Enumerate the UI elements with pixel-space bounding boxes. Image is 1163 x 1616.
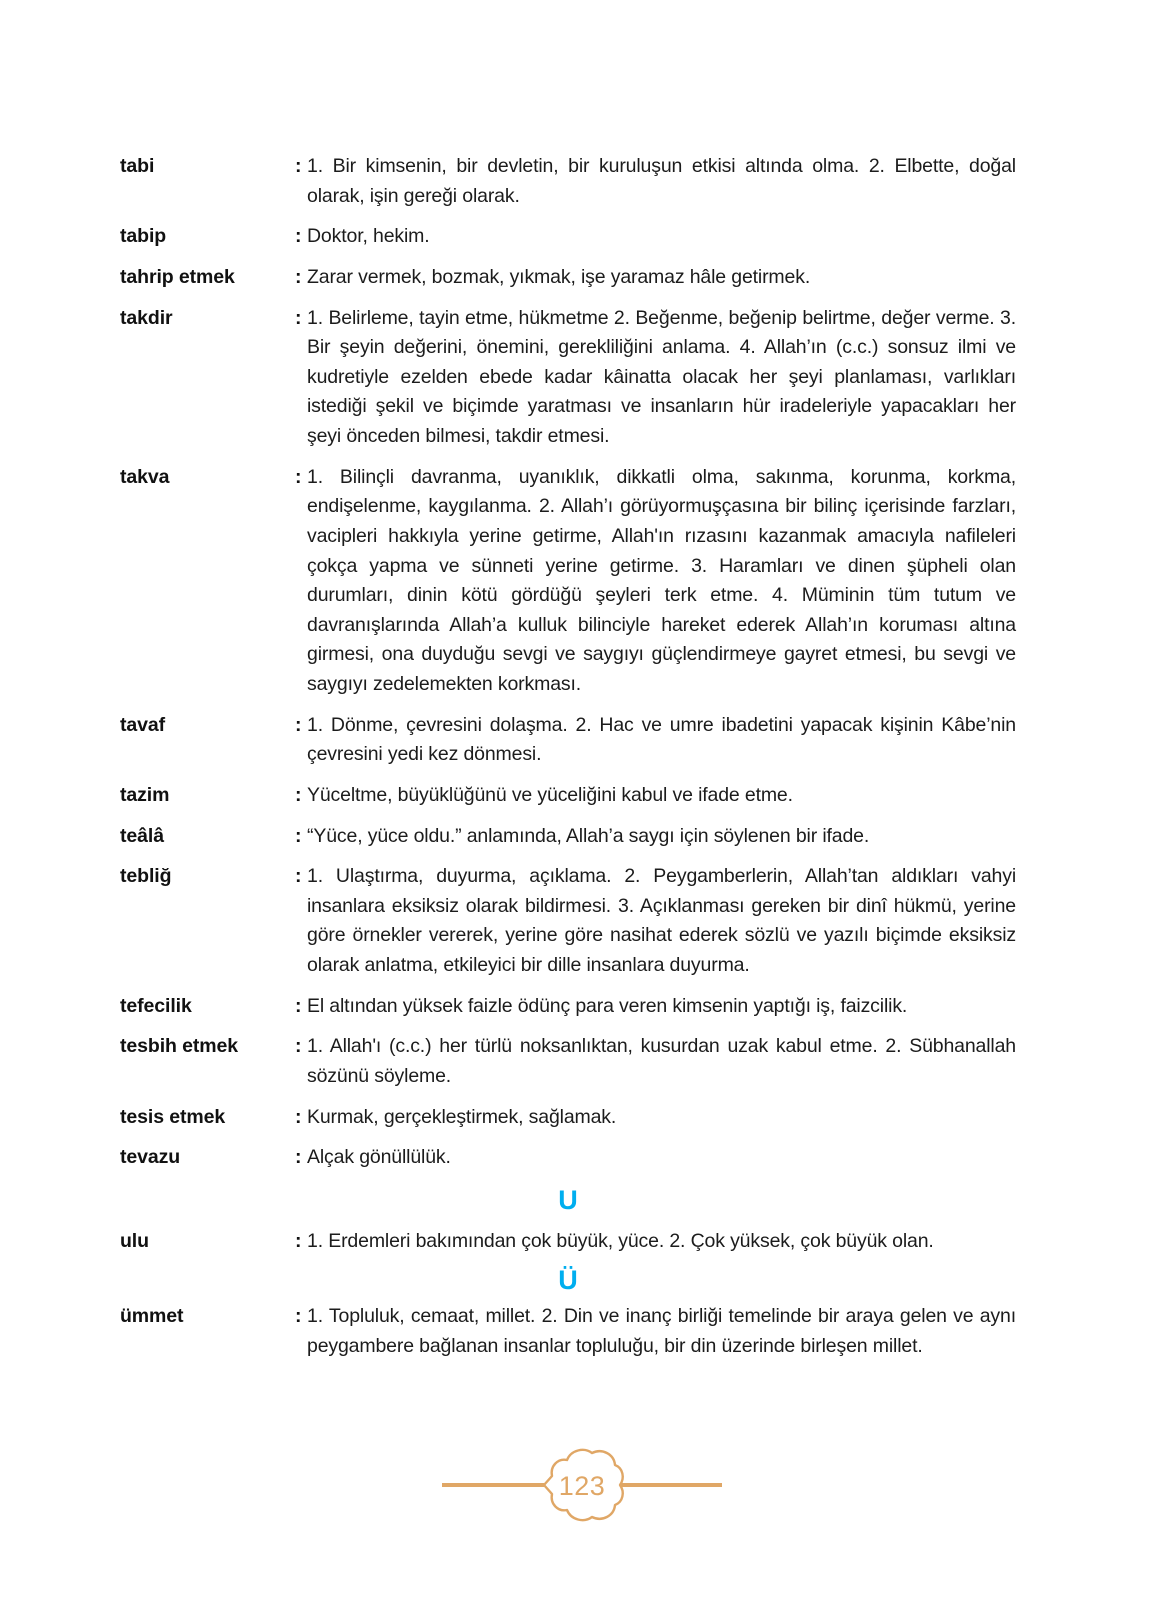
glossary-entry xyxy=(120,1032,1016,1091)
entry-definition: 1. Erdemleri bakımından çok büyük, yüce. 2. Çok yüksek, çok büyük olan. xyxy=(307,1229,934,1252)
entry-definition: 1. Bir kimsenin, bir devletin, bir kuruluşun etkisi altında olma. 2. Elbette, doğal olarak, işin gereği olarak. xyxy=(307,155,1016,207)
glossary-entry xyxy=(120,1302,1016,1361)
entry-definition: Alçak gönüllülük. xyxy=(307,1146,451,1169)
page-footer xyxy=(0,1440,1163,1530)
entry-definition: “Yüce, yüce oldu.” anlamında, Allah’a saygı için söylenen bir ifade. xyxy=(307,824,870,847)
glossary-section-u-umlaut xyxy=(120,1267,1016,1361)
glossary-entry xyxy=(120,1143,1016,1173)
entry-colon: : xyxy=(295,1035,302,1058)
page-number-text: 123 xyxy=(558,1471,605,1501)
entry-term: tavaf xyxy=(120,713,166,736)
glossary-entry xyxy=(120,1103,1016,1133)
entry-colon: : xyxy=(295,1146,302,1169)
entry-definition: Doktor, hekim. xyxy=(307,225,430,248)
entry-term: tabip xyxy=(120,225,167,248)
entry-definition: 1. Dönme, çevresini dolaşma. 2. Hac ve umre ibadetini yapacak kişinin Kâbe’nin çevresini yedi kez dönmesi. xyxy=(307,713,1016,766)
entry-definition: Zarar vermek, bozmak, yıkmak, işe yaramaz hâle getirmek. xyxy=(307,265,811,288)
entry-term: ümmet xyxy=(120,1305,184,1328)
entry-colon: : xyxy=(295,306,302,329)
glossary-entry xyxy=(120,822,1016,852)
entry-colon: : xyxy=(295,783,302,806)
entry-colon: : xyxy=(295,465,302,488)
entry-term: tesis etmek xyxy=(120,1105,226,1128)
entry-term: tefecilik xyxy=(120,994,192,1017)
entry-colon: : xyxy=(295,865,302,888)
glossary-entry xyxy=(120,463,1016,700)
entry-term: tesbih etmek xyxy=(120,1035,239,1058)
glossary-section-u xyxy=(120,1184,1016,1257)
entry-definition: 1. Bilinçli davranma, uyanıklık, dikkatli olma, sakınma, korunma, korkma, endişelenme, kaygılanma. 2. Allah’ı görüyormuşçasına bir bilinç içerisinde farzları, vacipleri hakkıyla yerine getirme, Allah'ın rızasını kazanmak amacıyla nafileleri çokça yapma ve sünneti yerine getirme. 3. Haramları ve dinen şüpheli olan durumları, dinin kötü gördüğü şeyleri terk etme. 4. Müminin tüm tutum ve davranışlarında Allah’a kulluk bilinciyle hareket ederek Allah’ın koruması altına girmesi, ona duyduğu sevgi ve saygıyı güçlendirmeye gayret etmesi, bu sevgi ve saygıyı zedelemekten korkması. xyxy=(307,465,1016,695)
entry-definition: 1. Ulaştırma, duyurma, açıklama. 2. Peygamberlerin, Allah’tan aldıkları vahyi insanlara eksiksiz olarak bildirmesi. 3. Açıklanması gereken bir dinî hükmü, yerine göre örnekler vererek, yerine göre nasihat ederek sözlü ve yazılı biçimde eksiksiz olarak anlatma, etkileyici bir dille insanlara duyurma. xyxy=(307,865,1016,976)
entry-term: tebliğ xyxy=(120,865,172,888)
entry-term: teâlâ xyxy=(120,824,164,847)
entry-term: tabi xyxy=(120,155,155,177)
glossary-entry xyxy=(120,781,1016,811)
entry-colon: : xyxy=(295,225,302,248)
entry-colon: : xyxy=(295,1305,302,1328)
glossary-entry xyxy=(120,152,1016,211)
letter-header-u: U xyxy=(558,1184,578,1215)
glossary-section-t xyxy=(120,152,1016,1173)
entry-term: takva xyxy=(120,465,170,488)
entry-term: tahrip etmek xyxy=(120,265,235,288)
entry-definition: Kurmak, gerçekleştirmek, sağlamak. xyxy=(307,1105,617,1128)
entry-term: ulu xyxy=(120,1229,149,1252)
entry-colon: : xyxy=(295,265,302,288)
glossary-entry xyxy=(120,263,1016,293)
glossary-entry xyxy=(120,992,1016,1022)
entry-colon: : xyxy=(295,824,302,847)
entry-colon: : xyxy=(295,155,302,177)
entry-definition: 1. Belirleme, tayin etme, hükmetme 2. Beğenme, beğenip belirtme, değer verme. 3. Bir şeyin değerini, önemini, gerekliliğini anlama. 4. Allah’ın (c.c.) sonsuz ilmi ve kudretiyle ezelden ebede kadar kâinatta olacak her şeyi planlaması, varlıkları istediği şekil ve biçimde yaratması ve insanların hür iradeleriyle yapacakları her şeyi önceden bilmesi, takdir etmesi. xyxy=(307,306,1016,447)
glossary-entry xyxy=(120,304,1016,452)
glossary-entry xyxy=(120,711,1016,770)
entry-term: tevazu xyxy=(120,1146,181,1169)
entry-term: takdir xyxy=(120,306,173,329)
entry-colon: : xyxy=(295,1229,302,1252)
glossary-entry xyxy=(120,1227,1016,1257)
entry-term: tazim xyxy=(120,783,170,806)
entry-colon: : xyxy=(295,713,302,736)
page-number-ornament-icon xyxy=(432,1440,732,1530)
entry-colon: : xyxy=(295,994,302,1017)
glossary-content xyxy=(120,152,1016,1373)
letter-header-u-umlaut: Ü xyxy=(558,1265,578,1296)
entry-definition: El altından yüksek faizle ödünç para veren kimsenin yaptığı iş, faizcilik. xyxy=(307,994,908,1017)
glossary-entry xyxy=(120,862,1016,981)
glossary-entry xyxy=(120,222,1016,252)
entry-definition: 1. Topluluk, cemaat, millet. 2. Din ve inanç birliği temelinde bir araya gelen ve aynı peygambere bağlanan insanlar topluluğu, bir din üzerinde birleşen millet. xyxy=(307,1305,1016,1357)
entry-definition: 1. Allah'ı (c.c.) her türlü noksanlıktan, kusurdan uzak kabul etme. 2. Sübhanallah sözünü söyleme. xyxy=(307,1035,1016,1087)
entry-colon: : xyxy=(295,1105,302,1128)
entry-definition: Yüceltme, büyüklüğünü ve yüceliğini kabul ve ifade etme. xyxy=(307,783,793,806)
